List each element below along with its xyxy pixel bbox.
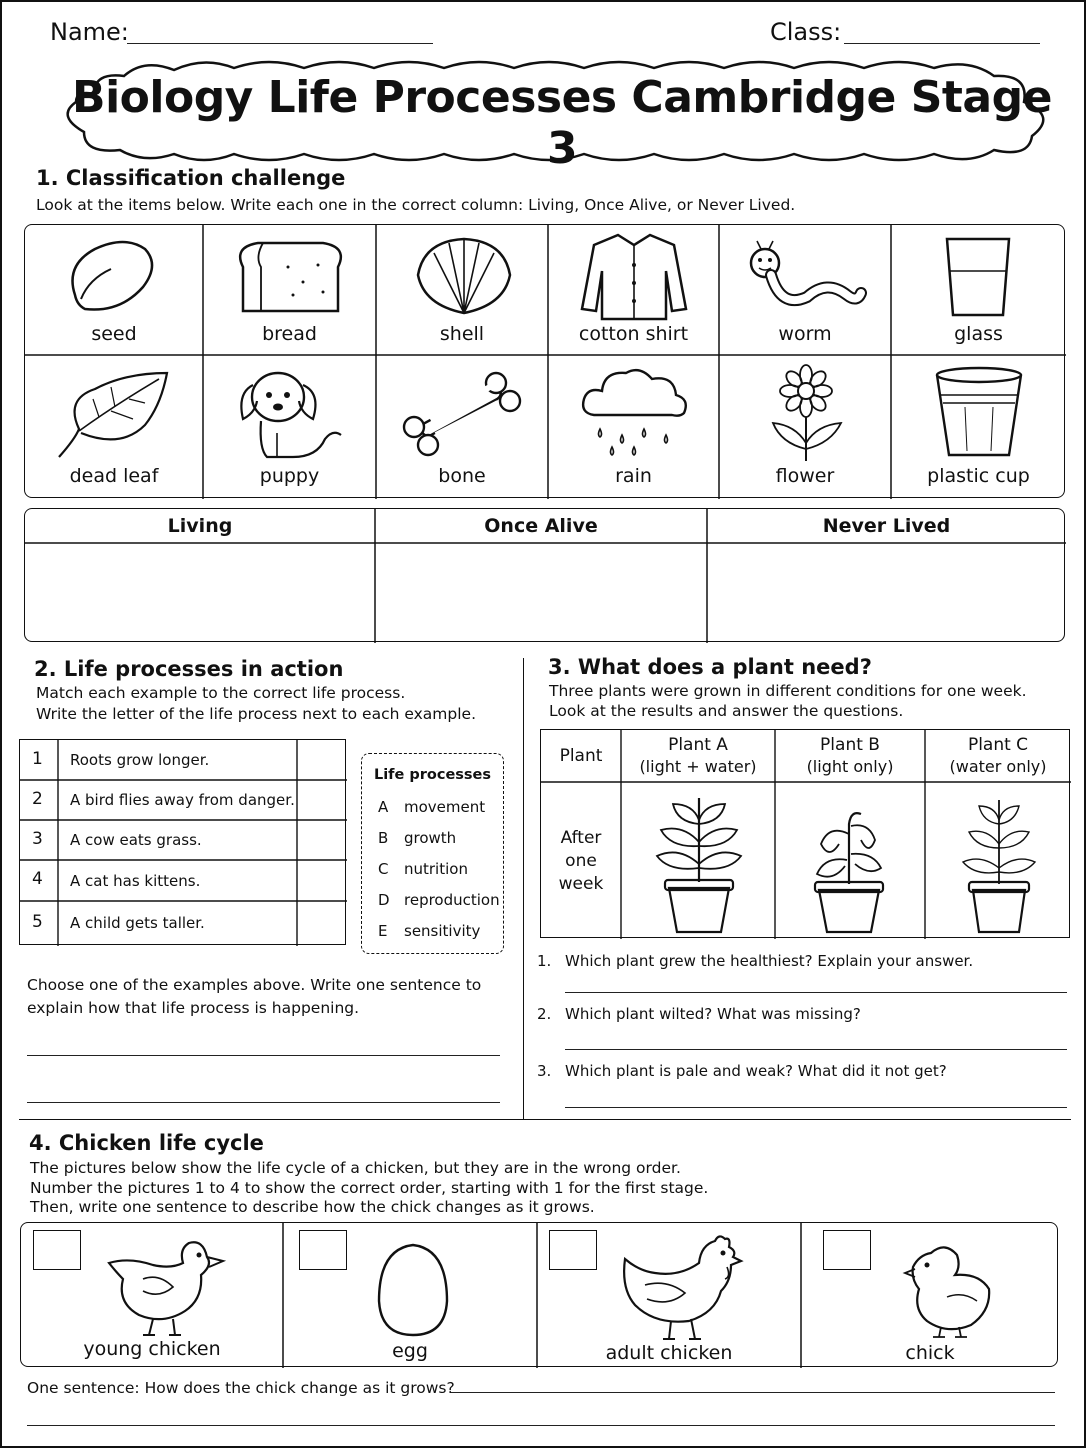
answer-box[interactable]	[299, 861, 345, 900]
item-label: bread	[262, 323, 317, 345]
adult-chicken-icon	[615, 1229, 745, 1345]
row-number: 1	[32, 749, 43, 769]
section2-instruction-1: Match each example to the correct life process.	[36, 684, 406, 702]
order-checkbox[interactable]	[823, 1230, 871, 1270]
answer-box[interactable]	[299, 902, 345, 944]
row-text: A bird flies away from danger.	[70, 791, 295, 809]
puppy-icon	[233, 363, 348, 463]
never-lived-answer-area[interactable]	[709, 545, 1063, 639]
question-3-number: 3.	[537, 1062, 552, 1080]
question-2-answer-line[interactable]	[565, 1049, 1067, 1050]
process-letter: C	[378, 860, 389, 878]
section1-heading: 1. Classification challenge	[36, 166, 346, 190]
bread-icon	[233, 237, 348, 317]
item-label: plastic cup	[927, 465, 1030, 487]
process-name: movement	[404, 798, 486, 816]
row-label-after: After	[560, 828, 602, 848]
name-field[interactable]	[127, 43, 433, 44]
vertical-divider	[523, 658, 524, 1120]
section3-instruction-1: Three plants were grown in different conditions for one week.	[549, 682, 1027, 700]
item-label: dead leaf	[69, 465, 159, 487]
question-1-answer-line[interactable]	[565, 992, 1067, 993]
stage-label: chick	[905, 1342, 955, 1364]
stage-cell-egg	[283, 1223, 537, 1368]
question-2-text: Which plant wilted? What was missing?	[565, 1005, 861, 1023]
plant-a-condition: (light + water)	[639, 757, 757, 776]
life-cycle-panel	[20, 1222, 1058, 1367]
plant-b-name: Plant B	[820, 735, 880, 755]
living-answer-area[interactable]	[27, 545, 373, 639]
page-title: Biology Life Processes Cambridge Stage 3	[72, 72, 1052, 174]
question-3-text: Which plant is pale and weak? What did it not get?	[565, 1062, 947, 1080]
process-letter: E	[378, 922, 388, 940]
process-letter: B	[378, 829, 389, 847]
item-cell-rain	[548, 355, 719, 499]
stage-cell-chick	[801, 1223, 1059, 1368]
process-name: nutrition	[404, 860, 468, 878]
answer-box[interactable]	[299, 741, 345, 779]
process-letter: A	[378, 798, 389, 816]
name-label: Name:	[50, 18, 129, 46]
bone-icon	[398, 375, 528, 459]
row-label-one: one	[565, 851, 597, 871]
item-cell-bread	[203, 225, 376, 355]
item-cell-puppy	[203, 355, 376, 499]
section1-instruction: Look at the items below. Write each one in the correct column: Living, Once Alive, or Never Lived.	[36, 196, 796, 214]
section4-sentence-prompt: One sentence: How does the chick change as it grows?	[27, 1379, 455, 1397]
plant-column-header: Plant	[559, 746, 603, 766]
row-number: 5	[32, 912, 43, 932]
item-cell-plastic-cup	[891, 355, 1066, 499]
items-grid	[24, 224, 1065, 498]
item-label: flower	[775, 465, 835, 487]
process-name: reproduction	[404, 891, 500, 909]
rain-cloud-icon	[580, 365, 690, 455]
section4-instruction-2: Number the pictures 1 to 4 to show the correct order, starting with 1 for the first stage.	[30, 1179, 709, 1197]
item-label: rain	[615, 465, 652, 487]
item-label: worm	[778, 323, 832, 345]
plant-c-condition: (water only)	[949, 757, 1047, 776]
plastic-cup-icon	[933, 365, 1025, 461]
section4-heading: 4. Chicken life cycle	[29, 1131, 264, 1155]
row-text: A cow eats grass.	[70, 831, 202, 849]
question-3-answer-line[interactable]	[565, 1107, 1067, 1108]
section3-instruction-2: Look at the results and answer the questions.	[549, 702, 904, 720]
chick-icon	[897, 1239, 997, 1339]
row-text: A child gets taller.	[70, 914, 205, 932]
egg-icon	[375, 1241, 451, 1339]
row-label-week: week	[558, 874, 604, 894]
worm-icon	[747, 239, 867, 319]
item-label: cotton shirt	[578, 323, 689, 345]
item-cell-dead-leaf	[25, 355, 203, 499]
section2-answer-line-2[interactable]	[27, 1102, 500, 1103]
flower-icon	[761, 363, 851, 463]
life-processes-title: Life processes	[373, 767, 492, 783]
healthy-plant-icon	[649, 790, 749, 934]
examples-table	[19, 739, 346, 945]
class-label: Class:	[770, 18, 842, 46]
section4-answer-line-2[interactable]	[27, 1425, 1055, 1426]
item-cell-cotton-shirt	[548, 225, 719, 355]
seed-icon	[65, 235, 160, 315]
glass-icon	[943, 235, 1013, 319]
pale-plant-icon	[949, 794, 1049, 934]
answer-box[interactable]	[299, 821, 345, 859]
item-cell-worm	[719, 225, 891, 355]
section4-answer-line-1[interactable]	[451, 1392, 1055, 1393]
item-cell-glass	[891, 225, 1066, 355]
section4-instruction-1: The pictures below show the life cycle of a chicken, but they are in the wrong order.	[30, 1159, 681, 1177]
question-2-number: 2.	[537, 1005, 552, 1023]
dead-leaf-icon	[55, 369, 170, 461]
table-row	[20, 740, 347, 780]
stage-cell-adult-chicken	[537, 1223, 801, 1368]
column-header-never-lived: Never Lived	[822, 515, 951, 537]
item-label: seed	[91, 323, 137, 345]
section2-prompt-1: Choose one of the examples above. Write one sentence to	[27, 976, 482, 994]
item-cell-flower	[719, 355, 891, 499]
life-processes-box	[361, 753, 504, 954]
item-cell-shell	[376, 225, 548, 355]
process-name: sensitivity	[404, 922, 481, 940]
item-label: bone	[438, 465, 486, 487]
row-text: A cat has kittens.	[70, 872, 201, 890]
item-label: shell	[439, 323, 485, 345]
question-1-text: Which plant grew the healthiest? Explain your answer.	[565, 952, 974, 970]
once-alive-answer-area[interactable]	[377, 545, 705, 639]
row-number: 3	[32, 829, 43, 849]
column-header-living: Living	[167, 515, 233, 537]
stage-cell-young-chicken	[21, 1223, 283, 1368]
row-number: 4	[32, 869, 43, 889]
table-row	[20, 860, 347, 901]
process-name: growth	[404, 829, 457, 847]
shell-icon	[414, 235, 514, 317]
section3-heading: 3. What does a plant need?	[548, 655, 872, 679]
stage-label: young chicken	[83, 1338, 221, 1360]
section2-instruction-2: Write the letter of the life process next to each example.	[36, 705, 477, 723]
horizontal-divider	[19, 1119, 1071, 1120]
young-chicken-icon	[103, 1229, 233, 1339]
process-letter: D	[378, 891, 390, 909]
item-label: glass	[954, 323, 1003, 345]
plant-b-condition: (light only)	[806, 757, 894, 776]
stage-label: egg	[392, 1340, 428, 1362]
item-cell-bone	[376, 355, 548, 499]
row-number: 2	[32, 789, 43, 809]
section4-instruction-3: Then, write one sentence to describe how the chick changes as it grows.	[30, 1198, 595, 1216]
table-row	[20, 820, 347, 860]
section2-answer-line-1[interactable]	[27, 1055, 500, 1056]
wilted-plant-icon	[799, 804, 899, 934]
order-checkbox[interactable]	[549, 1230, 597, 1270]
answer-box[interactable]	[299, 781, 345, 819]
question-1-number: 1.	[537, 952, 552, 970]
item-label: puppy	[259, 465, 320, 487]
plant-c-name: Plant C	[967, 735, 1029, 755]
item-cell-seed	[25, 225, 203, 355]
plant-table	[540, 729, 1070, 938]
section2-heading: 2. Life processes in action	[34, 657, 344, 681]
plant-a-name: Plant A	[668, 735, 728, 755]
class-field[interactable]	[844, 43, 1040, 44]
section2-prompt-2: explain how that life process is happening.	[27, 999, 360, 1017]
table-row	[20, 780, 347, 820]
column-header-once-alive: Once Alive	[484, 515, 598, 537]
shirt-icon	[578, 231, 690, 321]
row-text: Roots grow longer.	[70, 751, 210, 769]
order-checkbox[interactable]	[33, 1230, 81, 1270]
table-row	[20, 901, 347, 946]
stage-label: adult chicken	[605, 1342, 733, 1364]
sorting-table	[24, 508, 1065, 642]
order-checkbox[interactable]	[299, 1230, 347, 1270]
